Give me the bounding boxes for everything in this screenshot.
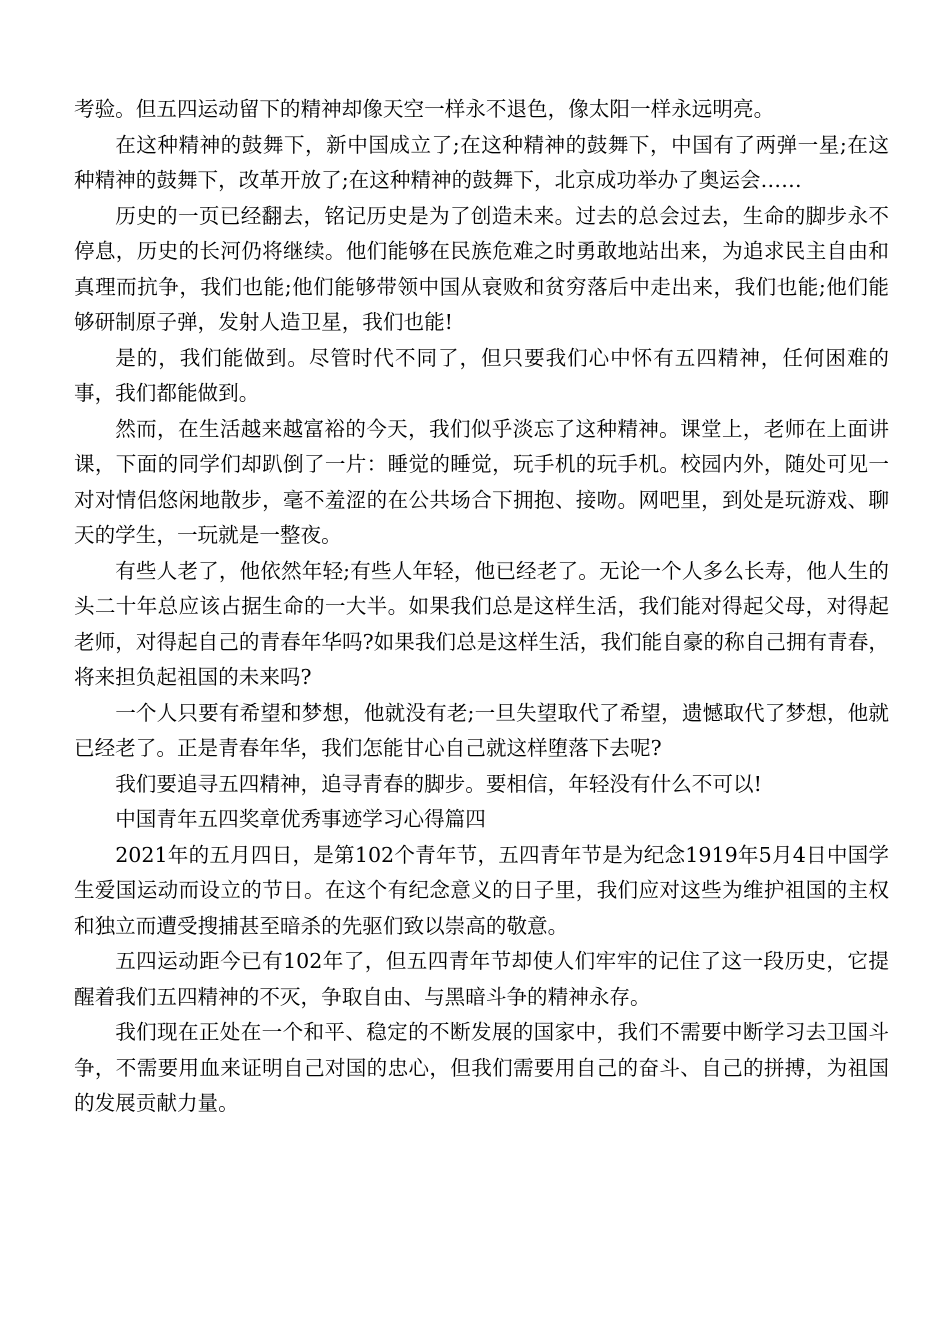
section-heading: 中国青年五四奖章优秀事迹学习心得篇四	[115, 807, 486, 831]
paragraph: 我们要追寻五四精神，追寻青春的脚步。要相信，年轻没有什么不可以!	[115, 771, 762, 796]
paragraph: 一个人只要有希望和梦想，他就没有老;一旦失望取代了希望，遗憾取代了梦想，他就已经老了。正是青春年华，我们怎能甘心自己就这样堕落下去呢?	[74, 700, 889, 760]
paragraph: 在这种精神的鼓舞下，新中国成立了;在这种精神的鼓舞下，中国有了两弹一星;在这种精神的鼓舞下，改革开放了;在这种精神的鼓舞下，北京成功举办了奥运会……	[74, 132, 889, 192]
paragraph: 五四运动距今已有102年了，但五四青年节却使人们牢牢的记住了这一段历史，它提醒着我们五四精神的不灭，争取自由、与黑暗斗争的精神永存。	[74, 949, 889, 1009]
paragraph: 有些人老了，他依然年轻;有些人年轻，他已经老了。无论一个人多么长寿，他人生的头二十年总应该占据生命的一大半。如果我们总是这样生活，我们能对得起父母，对得起老师，对得起自己的青春年华吗?如果我们总是这样生活，我们能自豪的称自己拥有青春，将来担负起祖国的未来吗?	[74, 558, 889, 689]
paragraph: 历史的一页已经翻去，铭记历史是为了创造未来。过去的总会过去，生命的脚步永不停息，历史的长河仍将继续。他们能够在民族危难之时勇敢地站出来，为追求民主自由和真理而抗争，我们也能;他们能够带领中国从衰败和贫穷落后中走出来，我们也能;他们能够研制原子弹，发射人造卫星，我们也能!	[74, 203, 889, 334]
paragraph: 我们现在正处在一个和平、稳定的不断发展的国家中，我们不需要中断学习去卫国斗争，不需要用血来证明自己对国的忠心，但我们需要用自己的奋斗、自己的拼搏，为祖国的发展贡献力量。	[74, 1020, 889, 1115]
paragraph-continuation: 考验。但五四运动留下的精神却像天空一样永不退色，像太阳一样永远明亮。	[74, 97, 775, 121]
paragraph: 然而，在生活越来越富裕的今天，我们似乎淡忘了这种精神。课堂上，老师在上面讲课，下面的同学们却趴倒了一片：睡觉的睡觉，玩手机的玩手机。校园内外，随处可见一对对情侣悠闲地散步，毫不羞涩的在公共场合下拥抱、接吻。网吧里，到处是玩游戏、聊天的学生，一玩就是一整夜。	[74, 416, 889, 547]
paragraph: 2021年的五月四日，是第102个青年节，五四青年节是为纪念1919年5月4日中国学生爱国运动而设立的节日。在这个有纪念意义的日子里，我们应对这些为维护祖国的主权和独立而遭受搜捕甚至暗杀的先驱们致以崇高的敬意。	[74, 842, 889, 938]
paragraph: 是的，我们能做到。尽管时代不同了，但只要我们心中怀有五四精神，任何困难的事，我们都能做到。	[74, 345, 889, 405]
document-page	[74, 92, 889, 1122]
